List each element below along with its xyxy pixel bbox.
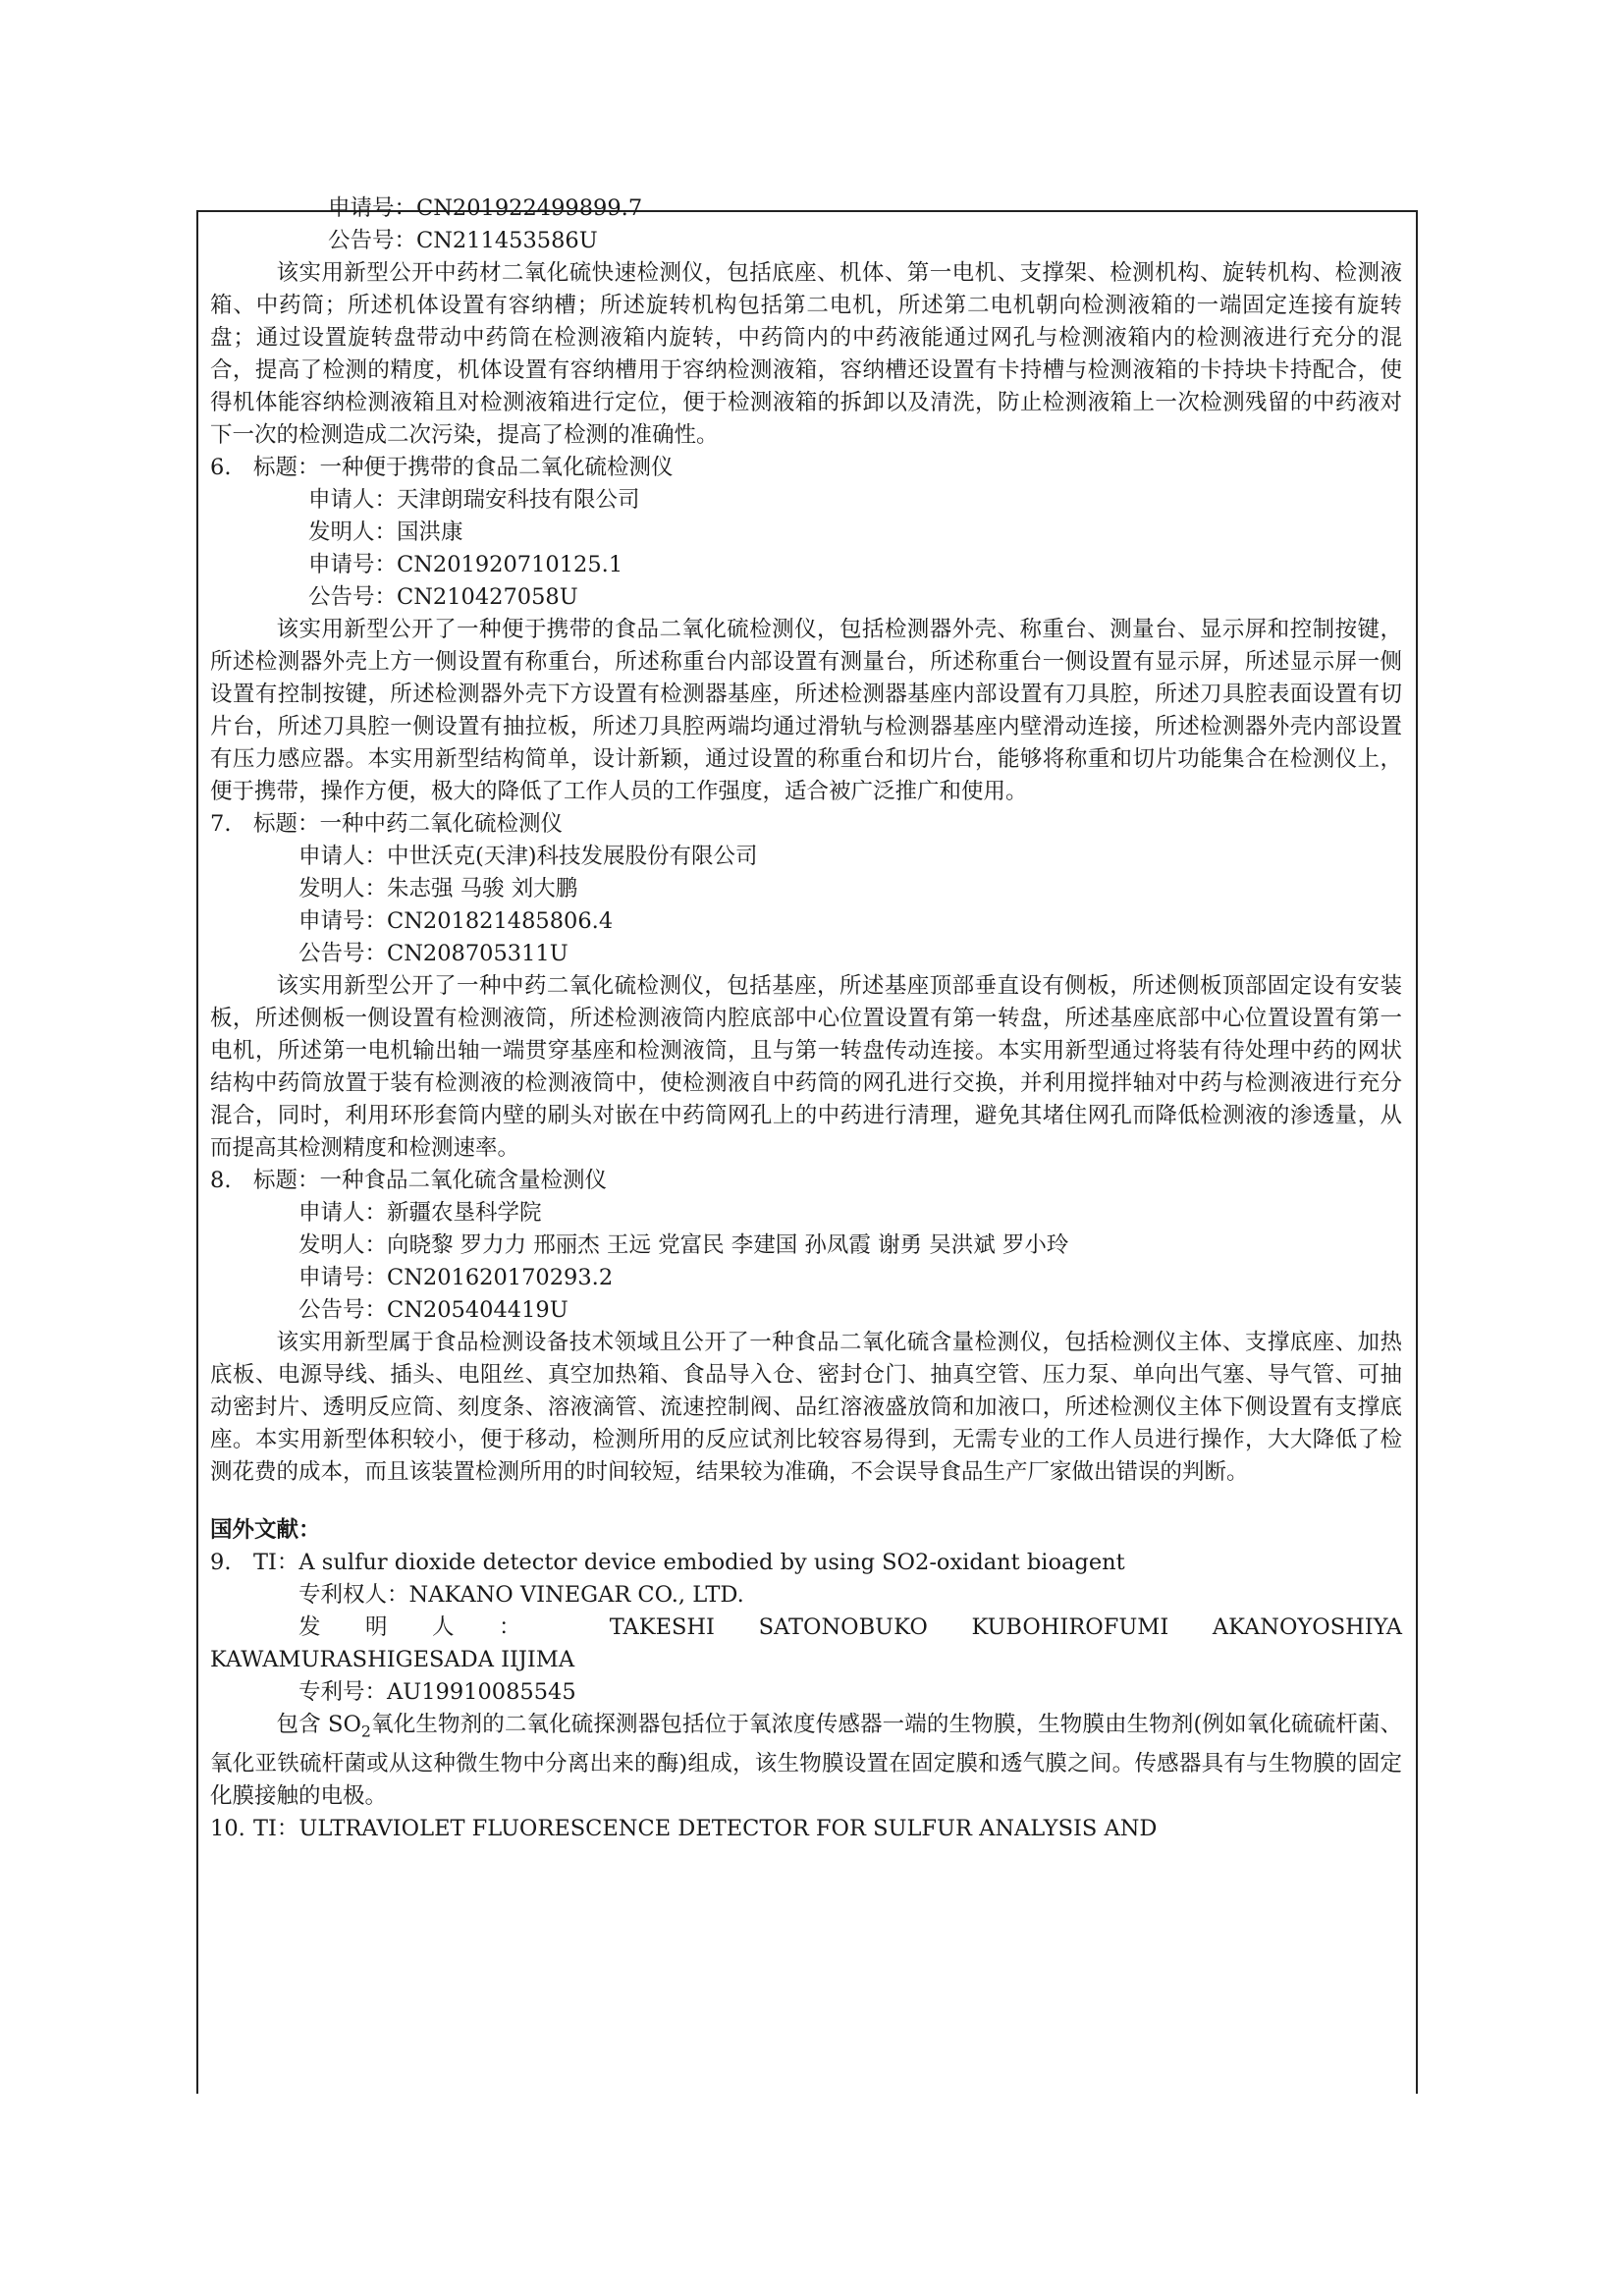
entry-7-title-line [210, 808, 1402, 841]
entry-title: TI：ULTRAVIOLET FLUORESCENCE DETECTOR FOR SULFUR ANALYSIS AND [253, 1815, 1158, 1841]
inventor: 发明人：国洪康 [308, 519, 463, 545]
abstract: 该实用新型公开了一种中药二氧化硫检测仪，包括基座，所述基座顶部垂直设有侧板，所述侧板顶部固定设有安装板，所述侧板一侧设置有检测液筒，所述检测液筒内腔底部中心位置设置有第一转盘，所述基座底部中心位置设置有第一电机，所述第一电机输出轴一端贯穿基座和检测液筒，且与第一转盘传动连接。本实用新型通过将装有待处理中药的网状结构中药筒放置于装有检测液的检测液筒中，使检测液自中药筒的网孔进行交换，并利用搅拌轴对中药与检测液进行充分混合，同时，利用环形套筒内壁的刷头对嵌在中药筒网孔上的中药进行清理，避免其堵住网孔而降低检测液的渗透量，从而提高其检测精度和检测速率。 [210, 973, 1402, 1161]
publication-number: 公告号：CN208705311U [298, 941, 568, 966]
document-body [210, 192, 1402, 1845]
entry-number: 6. [210, 455, 232, 480]
inventor: 发明人：朱志强 马骏 刘大鹏 [298, 876, 578, 902]
entry-title: 标题：一种中药二氧化硫检测仪 [253, 811, 564, 837]
application-number: 申请号：CN201920710125.1 [308, 552, 623, 577]
application-number: 申请号：CN201620170293.2 [298, 1265, 614, 1290]
abstract-rest: 氧化生物剂的二氧化硫探测器包括位于氧浓度传感器一端的生物膜，生物膜由生物剂(例如氧化硫硫杆菌、氧化亚铁硫杆菌或从这种微生物中分离出来的酶)组成，该生物膜设置在固定膜和透气膜之间。传感器具有与生物膜的固定化膜接触的电极。 [210, 1712, 1403, 1809]
entry-9-title-line [210, 1547, 1402, 1579]
entry-number: 9. [210, 1550, 232, 1575]
abstract [210, 1709, 1402, 1813]
abstract: 该实用新型属于食品检测设备技术领域且公开了一种食品二氧化硫含量检测仪，包括检测仪主体、支撑底座、加热底板、电源导线、插头、电阻丝、真空加热箱、食品导入仓、密封仓门、抽真空管、压力泵、单向出气塞、导气管、可抽动密封片、透明反应筒、刻度条、溶液滴管、流速控制阀、品红溶液盛放筒和加液口，所述检测仪主体下侧设置有支撑底座。本实用新型体积较小，便于移动，检测所用的反应试剂比较容易得到，无需专业的工作人员进行操作，大大降低了检测花费的成本，而且该装置检测所用的时间较短，结果较为准确，不会误导食品生产厂家做出错误的判断。 [210, 1330, 1402, 1485]
inventor-line [210, 1612, 1402, 1644]
entry-title: 标题：一种食品二氧化硫含量检测仪 [253, 1168, 608, 1193]
publication-number: 公告号：CN211453586U [328, 228, 598, 253]
entry-10-title-line [210, 1813, 1402, 1845]
applicant: 申请人：新疆农垦科学院 [298, 1200, 542, 1226]
abstract-start: 包含 SO [276, 1712, 361, 1737]
patent-holder: 专利权人：NAKANO VINEGAR CO., LTD. [298, 1582, 744, 1608]
application-number: 申请号：CN201821485806.4 [298, 908, 614, 934]
applicant: 申请人：中世沃克(天津)科技发展股份有限公司 [298, 844, 758, 869]
subscript: 2 [360, 1722, 371, 1741]
inventor-label: 发明人： [298, 1614, 567, 1640]
inventor-names-continued: KAWAMURASHIGESADA IIJIMA [210, 1647, 575, 1672]
entry-title: 标题：一种便于携带的食品二氧化硫检测仪 [253, 455, 674, 480]
entry-8-title-line [210, 1165, 1402, 1197]
abstract: 该实用新型公开中药材二氧化硫快速检测仪，包括底座、机体、第一电机、支撑架、检测机构、旋转机构、检测液箱、中药筒；所述机体设置有容纳槽；所述旋转机构包括第二电机，所述第二电机朝向检测液箱的一端固定连接有旋转盘；通过设置旋转盘带动中药筒在检测液箱内旋转，中药筒内的中药液能通过网孔与检测液箱内的检测液进行充分的混合，提高了检测的精度，机体设置有容纳槽用于容纳检测液箱，容纳槽还设置有卡持槽与检测液箱的卡持块卡持配合，使得机体能容纳检测液箱且对检测液箱进行定位，便于检测液箱的拆卸以及清洗，防止检测液箱上一次检测残留的中药液对下一次的检测造成二次污染，提高了检测的准确性。 [210, 260, 1402, 448]
entry-number: 10. [210, 1815, 245, 1841]
publication-number: 公告号：CN205404419U [298, 1297, 568, 1323]
inventor-names: TAKESHI SATONOBUKO KUBOHIROFUMI AKANOYOSHIYA [609, 1614, 1402, 1640]
application-number: 申请号：CN201922499899.7 [328, 195, 643, 221]
applicant: 申请人：天津朗瑞安科技有限公司 [308, 487, 640, 513]
publication-number: 公告号：CN210427058U [308, 584, 578, 610]
entry-6-title-line [210, 452, 1402, 484]
entry-title: TI：A sulfur dioxide detector device embodied by using SO2-oxidant bioagent [253, 1550, 1125, 1575]
section-heading: 国外文献： [210, 1517, 321, 1543]
patent-number: 专利号：AU19910085545 [298, 1679, 576, 1705]
entry-number: 8. [210, 1168, 232, 1193]
abstract: 该实用新型公开了一种便于携带的食品二氧化硫检测仪，包括检测器外壳、称重台、测量台、显示屏和控制按键，所述检测器外壳上方一侧设置有称重台，所述称重台内部设置有测量台，所述称重台一侧设置有显示屏，所述显示屏一侧设置有控制按键，所述检测器外壳下方设置有检测器基座，所述检测器基座内部设置有刀具腔，所述刀具腔表面设置有切片台，所述刀具腔一侧设置有抽拉板，所述刀具腔两端均通过滑轨与检测器基座内壁滑动连接，所述检测器外壳内部设置有压力感应器。本实用新型结构简单，设计新颖，通过设置的称重台和切片台，能够将称重和切片功能集合在检测仪上，便于携带，操作方便，极大的降低了工作人员的工作强度，适合被广泛推广和使用。 [210, 617, 1402, 804]
inventor: 发明人：向晓黎 罗力力 邢丽杰 王远 党富民 李建国 孙凤霞 谢勇 吴洪斌 罗小玲 [298, 1232, 1069, 1258]
entry-number: 7. [210, 811, 232, 837]
